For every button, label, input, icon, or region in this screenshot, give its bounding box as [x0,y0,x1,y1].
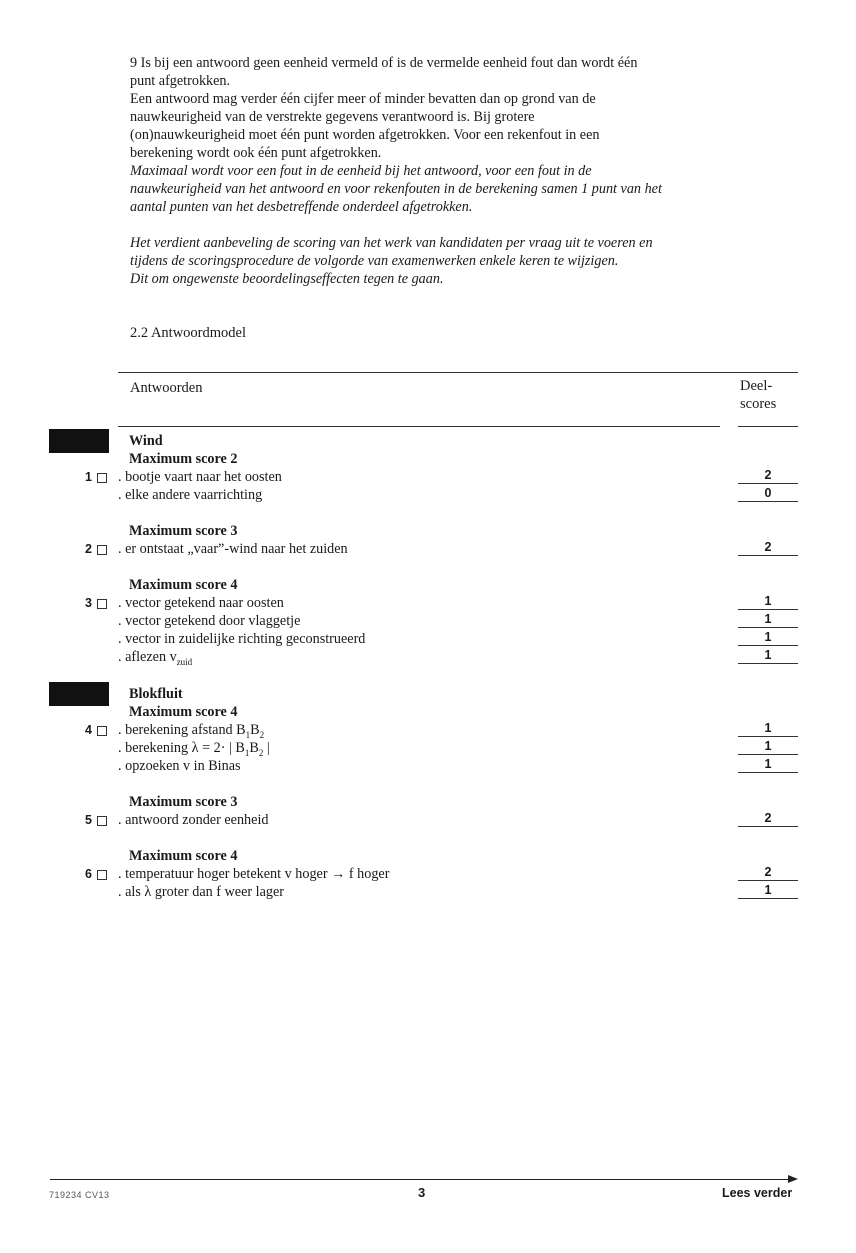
document-code: 719234 CV13 [49,1190,110,1200]
rule-9-line: punt afgetrokken. [130,73,231,89]
answer-criterion: . aflezen $v_{zuid}$ [118,649,193,667]
max-score-q3: Maximum score 4 [129,577,238,593]
recommendation-line: tijdens de scoringsprocedure de volgorde van examenwerken enkele keren te wijzigen. [130,253,619,269]
precision-rule-line: nauwkeurigheid van de verstrekte gegevens verantwoord is. Bij grotere [130,109,535,125]
topic-blokfluit: Blokfluit [129,686,183,702]
answer-row [0,612,856,630]
arrow-right-icon [788,1175,798,1183]
answer-criterion: . temperatuur hoger betekent v hoger → f hoger [118,866,390,882]
scoring-rules-text [130,54,730,288]
answer-criterion: . er ontstaat „vaar”-wind naar het zuiden [118,541,348,557]
answer-row [0,739,856,757]
checkbox[interactable] [97,545,107,555]
question-number: 6 [85,867,92,881]
footer-rule [50,1179,790,1180]
scores-header-rule [738,426,798,427]
precision-rule-line: berekening wordt ook één punt afgetrokken. [130,145,382,161]
precision-rule-line: (on)nauwkeurigheid moet één punt worden afgetrokken. Voor een rekenfout in een [130,127,600,143]
partial-score: 2 [738,865,798,881]
scores-column-header: Deel- scores [740,378,777,412]
question-number: 1 [85,470,92,484]
maximum-deduction-line: nauwkeurigheid van het antwoord en voor rekenfouten in de berekening samen 1 punt van het [130,181,662,197]
continue-label: Lees verder [722,1186,793,1200]
max-score-q4: Maximum score 4 [129,704,238,720]
answer-row [0,594,856,612]
partial-score: 1 [738,757,798,773]
answer-row [0,540,856,558]
partial-score: 1 [738,739,798,755]
checkbox[interactable] [97,726,107,736]
max-score-q5: Maximum score 3 [129,794,238,810]
answer-criterion: . als λ groter dan f weer lager [118,884,285,900]
question-number: 5 [85,813,92,827]
recommendation-line: Dit om ongewenste beoordelingseffecten tegen te gaan. [130,271,444,287]
answer-row [0,757,856,775]
answer-criterion: . vector getekend door vlaggetje [118,613,301,629]
partial-score: 1 [738,721,798,737]
partial-score: 1 [738,612,798,628]
question-number: 3 [85,596,92,610]
answer-row [0,468,856,486]
partial-score: 2 [738,811,798,827]
topic-wind: Wind [129,433,163,449]
max-score-q1: Maximum score 2 [129,451,238,467]
rule-9-line: 9 Is bij een antwoord geen eenheid vermeld of is de vermelde eenheid fout dan wordt één [130,55,638,71]
checkbox[interactable] [97,870,107,880]
partial-score: 0 [738,486,798,502]
question-number: 4 [85,723,92,737]
answer-row [0,883,856,901]
answers-header-rule [118,426,720,427]
answer-row [0,630,856,648]
table-top-rule [118,372,798,373]
partial-score: 2 [738,468,798,484]
recommendation-line: Het verdient aanbeveling de scoring van het werk van kandidaten per vraag uit te voeren en [130,235,653,251]
answer-criterion: . berekening λ = 2· | $B_1B_2$ | [118,740,270,758]
answer-criterion: . vector in zuidelijke richting geconstrueerd [118,631,366,647]
max-score-q6: Maximum score 4 [129,848,238,864]
partial-score: 2 [738,540,798,556]
page-number: 3 [418,1185,426,1200]
section-title: 2.2 Antwoordmodel [130,325,246,341]
max-score-q2: Maximum score 3 [129,523,238,539]
checkbox[interactable] [97,599,107,609]
maximum-deduction-line: Maximaal wordt voor een fout in de eenheid bij het antwoord, voor een fout in de [130,163,592,179]
answer-row [0,648,856,666]
question-number: 2 [85,542,92,556]
answer-criterion: . opzoeken v in Binas [118,758,241,774]
answer-criterion: . berekening afstand $B_1B_2$ [118,722,265,740]
answer-criterion: . antwoord zonder eenheid [118,812,269,828]
partial-score: 1 [738,883,798,899]
precision-rule-line: Een antwoord mag verder één cijfer meer of minder bevatten dan op grond van de [130,91,596,107]
answers-column-header: Antwoorden [130,380,203,396]
answer-row [0,811,856,829]
partial-score: 1 [738,630,798,646]
checkbox[interactable] [97,473,107,483]
maximum-deduction-line: aantal punten van het desbetreffende onderdeel afgetrokken. [130,199,473,215]
answer-criterion: . vector getekend naar oosten [118,595,284,611]
answer-criterion: . bootje vaart naar het oosten [118,469,282,485]
partial-score: 1 [738,648,798,664]
checkbox[interactable] [97,816,107,826]
answer-row [0,721,856,739]
answer-criterion: . elke andere vaarrichting [118,487,263,503]
answer-row [0,486,856,504]
answer-row [0,865,856,883]
partial-score: 1 [738,594,798,610]
